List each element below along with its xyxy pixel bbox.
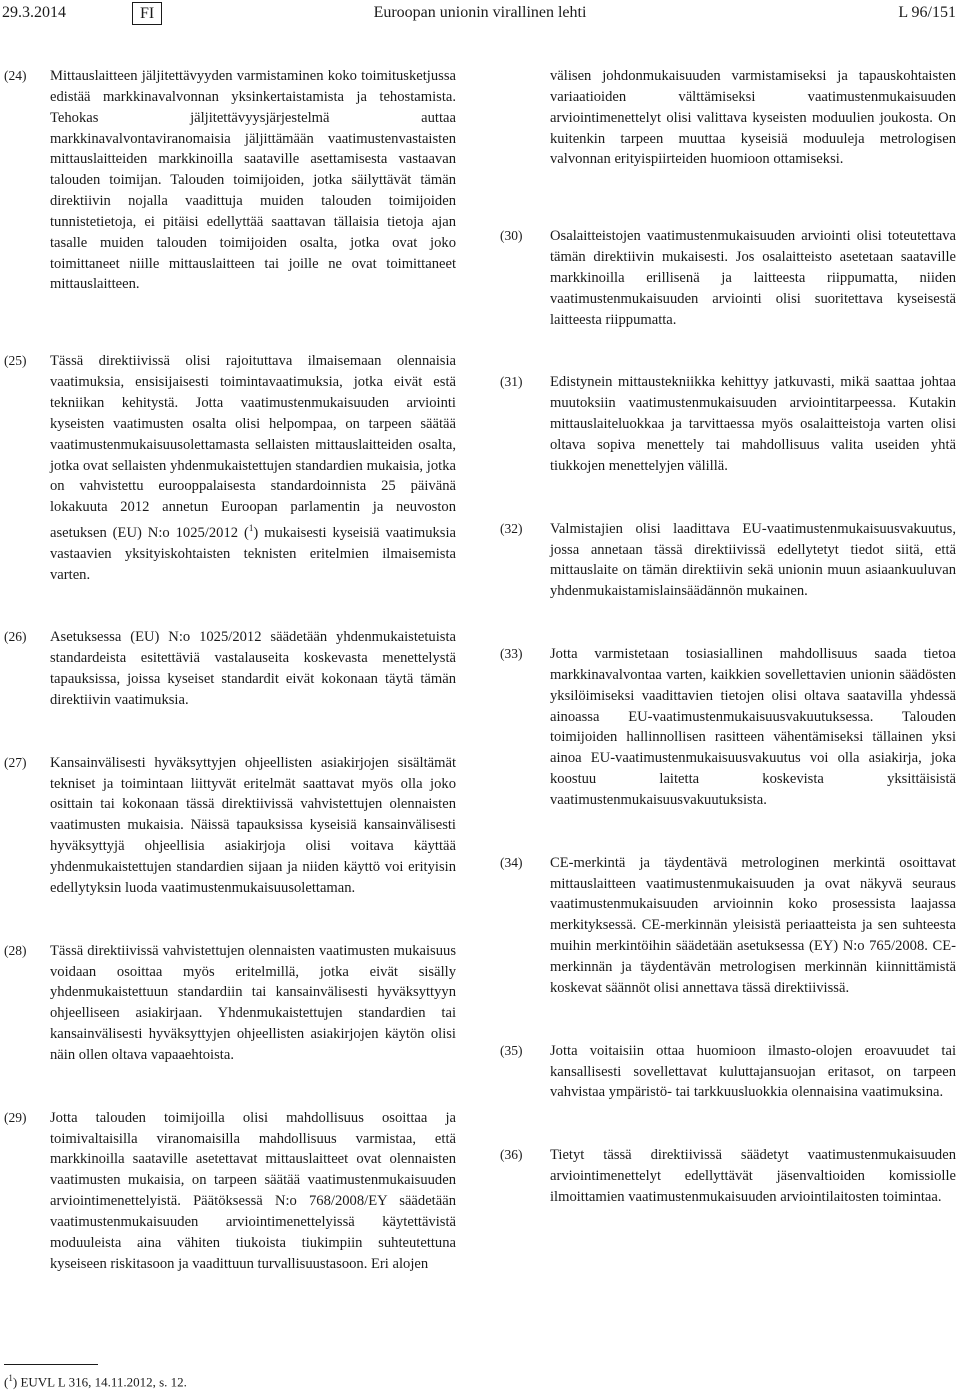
recital-number: (36) (500, 1147, 523, 1163)
recital-number: (33) (500, 646, 523, 662)
recital-text: Jotta voitaisiin ottaa huomioon ilmasto-olojen eroavuudet tai kansallisesti sovellettavat kuluttajansuojan eritasot, on tarpeen vahvistaa ympäristö- tai tarkkuusluokkia olennaisina vaatimuksina. (550, 1042, 956, 1101)
recital-number: (34) (500, 854, 523, 870)
recital-28 (4, 941, 456, 1066)
recital-32 (500, 519, 956, 602)
recital-35 (500, 1041, 956, 1104)
recital-text: Mittauslaitteen jäljitettävyyden varmistaminen koko toimitusketjussa edistää markkinavalvonnan yksinkertaistamista ja tehostamista. Tehokas jäljitettävyysjärjestelmä auttaa markkinavalvontaviranomaisia jäljittämään vaatimustenvastaisten mittauslaitteiden markkinoilla saataville asettamisesta vastaavan talouden toimijan. Talouden toimijoiden, jotka säilyttävät tämän direktiivin nojalla vaadittuja muiden talouden toimijoiden tunnistetietoja, ei pitäisi edellyttää saattavan tällaisia tietoja ajan tasalle muiden talouden toimijoiden osalta, jotka ovat joko toimittaneet niille mittauslaitteen tai joille ne ovat toimittaneet mittauslaitteen. (50, 68, 456, 293)
right-column (500, 66, 956, 1208)
recital-number: (31) (500, 374, 523, 390)
journal-title: Euroopan unionin virallinen lehti (373, 4, 587, 21)
recital-number: (25) (4, 353, 27, 369)
recital-31 (500, 372, 956, 476)
footnote-marker: 1 (8, 1373, 13, 1383)
recital-29-continued (500, 66, 956, 170)
recital-number: (26) (4, 629, 27, 645)
footnote: ($^1$) EUVL L 316, 14.11.2012, s. 12. (4, 1373, 187, 1390)
recital-number: (24) (4, 68, 27, 83)
footnote-divider (4, 1364, 98, 1365)
recital-text: Tietyt tässä direktiivissä säädetyt vaatimustenmukaisuuden arviointimenettelyt edellyttävät jäsenvaltioiden komissiolle ilmoittamien vaatimustenmukaisuuden arviointilaitosten toimintaa. (550, 1147, 956, 1205)
recital-number: (27) (4, 754, 27, 770)
page-reference: L 96/151 (898, 4, 956, 21)
publication-date: 29.3.2014 (2, 4, 66, 21)
recital-text-part: ) mukaisesti kyseisiä vaatimuksia vastaavien yksityiskohtaisten teknisten eritelmien ilmaisemista varten. (50, 524, 456, 583)
recital-25 (4, 351, 456, 585)
recital-text: Kansainvälisesti hyväksyttyjen ohjeellisten asiakirjojen sisältämät tekniset ja toimintaan liittyvät eritelmät saattavat myös olla joko osittain tai kokonaan tässä direktiivissä vahvistettujen olennaisten vaatimusten mukaisia. Näissä tapauksissa kyseisiä kansainvälisesti hyväksyttyjä ohjeellisia asiakirjoja olisi voitava käyttää yhdenmukaistettujen standardien sijaan ja niiden käyttö voi erityisin edellytyksin luoda vaatimustenmukaisuusolettaman. (50, 754, 456, 896)
page-header (0, 2, 960, 28)
recital-text: CE-merkintä ja täydentävä metrologinen merkintä osoittavat mittauslaitteen vaatimustenmukaisuuden ja ovat näkyvä seuraus vaatimustenmukaisuuden arvioinnin koko prosessista laajassa merkityksessä. CE-merkinnän yleisistä periaatteista ja sen suhteesta muihin merkintöihin säädetään asetuksessa (EY) N:o 765/2008. CE-merkinnän ja täydentävän metrologisen merkinnän kiinnittämistä koskevat säännöt olisi annettava tässä direktiivissä. (550, 854, 956, 996)
recital-36 (500, 1145, 956, 1208)
recital-33 (500, 644, 956, 811)
footnote-reference[interactable]: 1 (248, 523, 254, 534)
recital-text: välisen johdonmukaisuuden varmistamiseksi ja tapauskohtaisten variaatioiden välttämiseksi vaatimustenmukaisuuden arviointimenettelyt olisi valittava kyseisten moduulien joukosta. On kuitenkin tarpeen muuttaa kyseisiä moduuleja metrologisen valvonnan erityispiirteiden huomioon ottamiseksi. (550, 68, 956, 168)
recital-24 (4, 66, 456, 295)
recital-number: (28) (4, 942, 27, 958)
recital-text: Jotta talouden toimijoilla olisi mahdollisuus osoittaa ja toimivaltaisilla viranomaisilla mahdollisuus varmistaa, että markkinoilla saataville asetettavat mittauslaitteet ovat olennaisten vaatimusten mukaisia, on tarpeen säätää vaatimustenmukaisuuden arviointimenettelyistä. Päätöksessä N:o 768/2008/EY säädetään vaatimustenmukaisuuden arviointimenettelyissä käytettävistä moduuleista aina vähiten tiukoista tiukimpiin suhteutettuna kyseiseen riskitasoon ja vaadittuun turvallisuustasoon. Eri alojen (50, 1109, 456, 1272)
left-column (4, 66, 456, 1275)
recital-29 (4, 1108, 456, 1275)
recital-number: (29) (4, 1109, 27, 1125)
recital-text: Tässä direktiivissä vahvistettujen olennaisten vaatimusten mukaisuus voidaan osoittaa myös eritelmillä, jotka eivät sisälly yhdenmukaistettuun standardiin tai kansainvälisesti hyväksyttyyn ohjeelliseen asiakirjaan. Yhdenmukaistettujen standardien tai kansainvälisesti hyväksyttyjen ohjeellisten asiakirjojen käytön olisi näin ollen oltava vapaaehtoista. (50, 942, 456, 1063)
recital-text: Edistynein mittaustekniikka kehittyy jatkuvasti, mikä saattaa johtaa muutoksiin vaatimustenmukaisuuden arviointitarpeessa. Kutakin mittauslaiteluokkaa ja tarvittaessa myös osalaitteistoja varten olisi oltava sopiva menettely tai mahdollisuus valita useiden yhtä tiukkojen menettelyjen välillä. (550, 374, 956, 474)
recital-text-part: Tässä direktiivissä olisi rajoituttava ilmaisemaan olennaisia vaatimuksia, ensisijaisesti toimintavaatimuksia, jotka eivät estä tekniikan kehitystä. Jotta vaatimustenmukaisuuden arviointi kyseisten vaatimusten osalta olisi helpompaa, on tarpeen säätää vaatimustenmukaisuusolettamasta sellaisten mittauslaitteiden osalta, jotka ovat sellaisten yhdenmukaistettujen standardien mukaisia, jotka on vahvistettu eurooppalaisesta standardoinnista 25 päivänä lokakuuta 2012 annetun Euroopan parlamentin ja neuvoston asetuksen (EU) N:o 1025/2012 ( (50, 353, 456, 541)
recital-number: (30) (500, 228, 523, 244)
recital-number: (32) (500, 520, 523, 536)
recital-34 (500, 853, 956, 999)
recital-text: Osalaitteistojen vaatimustenmukaisuuden arviointi olisi toteutettava tämän direktiivin mukaisesti. Jos osalaitteisto asetetaan saataville markkinoilla erillisenä ja laitteesta riippumatta, niiden vaatimustenmukaisuuden arviointi olisi suoritettava kyseisestä laitteesta riippumatta. (550, 228, 956, 328)
recital-text: Valmistajien olisi laadittava EU-vaatimustenmukaisuusvakuutus, jossa annetaan tässä direktiivissä edellytetyt tiedot siitä, että mittauslaite on tämän direktiivin sekä unionin muun asiaankuuluvan yhdenmukaistamislainsäädännön mukainen. (550, 520, 956, 600)
recital-number: (35) (500, 1042, 523, 1058)
language-code-box: FI (132, 2, 162, 25)
recital-text (50, 351, 456, 585)
recital-27 (4, 753, 456, 899)
recital-text: Jotta varmistetaan tosiasiallinen mahdollisuus saada tietoa markkinavalvontaa varten, kaikkien sovellettavien unionin säädösten yksilöimiseksi vaadittavien tietojen olisi oltava saatavilla yhdessä ainoassa EU-vaatimustenmukaisuusvakuutuksessa. Talouden toimijoiden hallinnollisen rasitteen vähentämiseksi tällainen yksi ainoa EU-vaatimustenmukaisuusvakuutus voi olla asiakirja, joka koostuu laitetta koskevista yksittäisistä vaatimustenmukaisuusvakuutuksista. (550, 646, 956, 808)
recital-text: Asetuksessa (EU) N:o 1025/2012 säädetään yhdenmukaistetuista standardeista esitettäviä vastalauseita koskevasta menettelystä tapauksissa, joissa kyseiset standardit eivät kokonaan täytä tämän direktiivin vaatimuksia. (50, 629, 456, 708)
footnote-text: EUVL L 316, 14.11.2012, s. 12. (17, 1374, 187, 1390)
recital-30 (500, 226, 956, 330)
recital-26 (4, 627, 456, 710)
